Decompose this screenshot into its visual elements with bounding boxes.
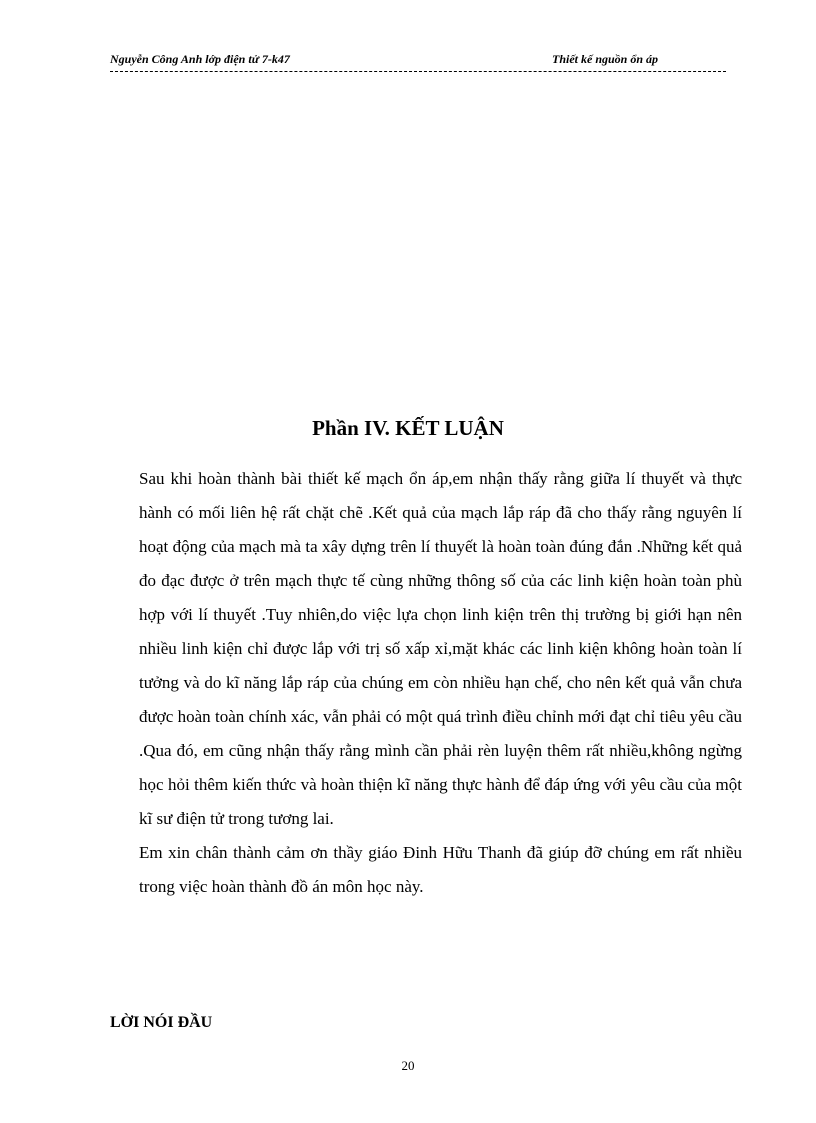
body-text xyxy=(139,462,742,904)
conclusion-paragraph: Sau khi hoàn thành bài thiết kế mạch ổn áp,em nhận thấy rằng giữa lí thuyết và thực hành có mối liên hệ rất chặt chẽ .Kết quả của mạch lắp ráp đã cho thấy rằng nguyên lí hoạt động của mạch mà ta xây dựng trên lí thuyết là hoàn toàn đúng đắn .Những kết quả đo đạc được ở trên mạch thực tế cùng những thông số của các linh kiện hoàn toàn phù hợp với lí thuyết .Tuy nhiên,do việc lựa chọn linh kiện trên thị trường bị giới hạn nên nhiều linh kiện chỉ được lắp với trị số xấp xỉ,mặt khác các linh kiện không hoàn toàn lí tưởng và do kĩ năng lắp ráp của chúng em còn nhiều hạn chế, cho nên kết quả vẫn chưa được hoàn toàn chính xác, vẫn phải có một quá trình điều chỉnh mới đạt chỉ tiêu yêu cầu .Qua đó, em cũng nhận thấy rằng mình cần phải rèn luyện thêm rất nhiều,không ngừng học hỏi thêm kiến thức và hoàn thiện kĩ năng thực hành để đáp ứng với yêu cầu của một kĩ sư điện tử trong tương lai. xyxy=(139,469,742,828)
header-author-class: Nguyễn Công Anh lớp điện tử 7-k47 xyxy=(110,52,290,66)
acknowledgement-paragraph: Em xin chân thành cảm ơn thầy giáo Đinh Hữu Thanh đã giúp đỡ chúng em rất nhiều trong việc hoàn thành đồ án môn học này. xyxy=(139,843,742,896)
page-header xyxy=(110,52,726,74)
header-divider xyxy=(110,71,726,72)
page-number: 20 xyxy=(401,1058,415,1073)
header-document-title: Thiết kế nguồn ổn áp xyxy=(552,52,659,66)
section-title: Phần IV. KẾT LUẬN xyxy=(312,416,504,440)
subheading-preface: LỜI NÓI ĐẦU xyxy=(110,1014,213,1031)
